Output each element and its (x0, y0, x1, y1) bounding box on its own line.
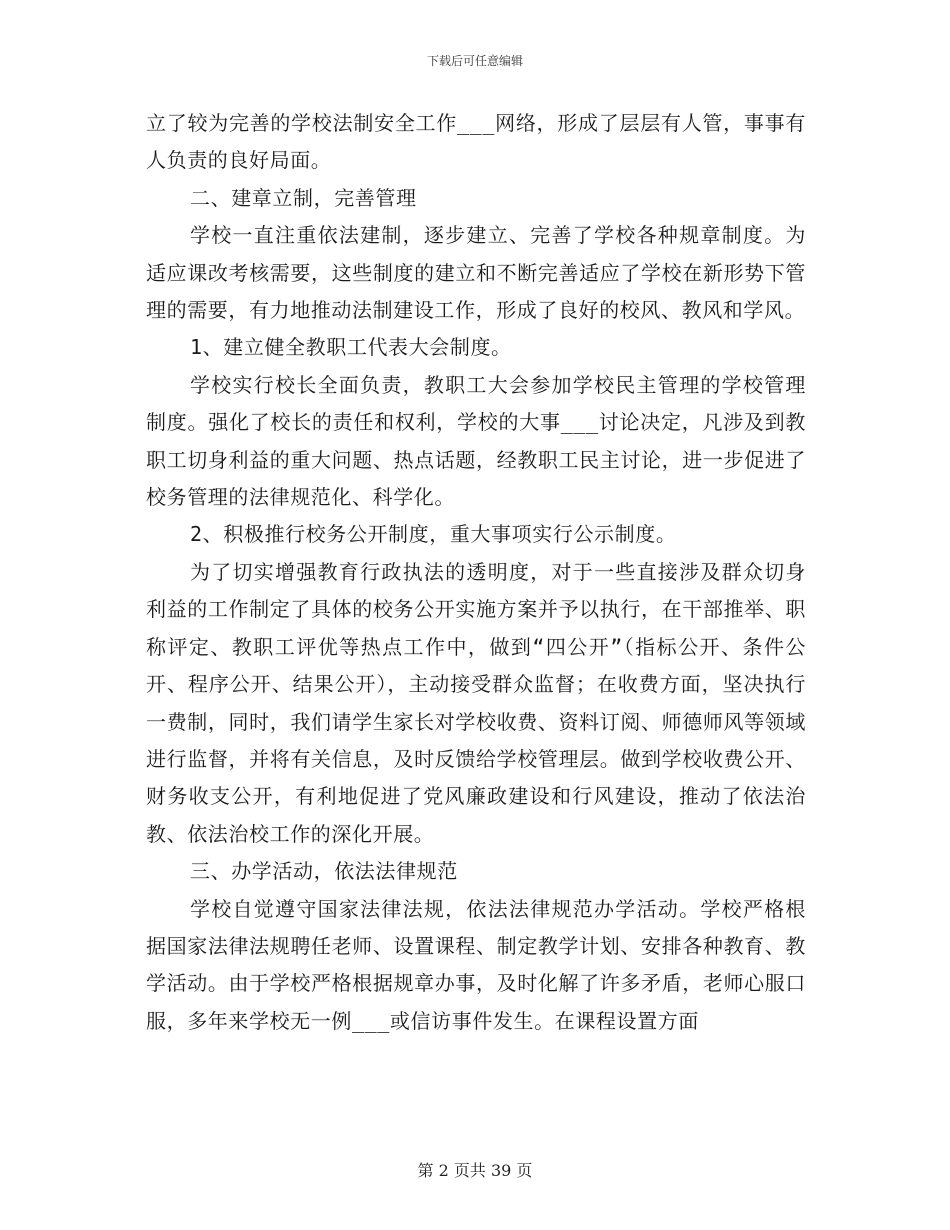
page-header-note: 下载后可任意编辑 (426, 54, 523, 68)
section-heading: 二、建章立制，完善管理 (190, 185, 417, 210)
paragraph: 学校实行校长全面负责，教职工大会参加学校民主管理的学校管理制度。强化了校长的责任和权利，学校的大事___讨论决定，凡涉及到教职工切身利益的重大问题、热点话题，经教职工民主讨论，进一步促进了校务管理的法律规范化、科学化。 (146, 372, 806, 510)
paragraph: 学校一直注重依法建制，逐步建立、完善了学校各种规章制度。为适应课改考核需要，这些制度的建立和不断完善适应了学校在新形势下管理的需要，有力地推动法制建设工作，形成了良好的校风、教风和学风。 (146, 223, 806, 323)
paragraph: 学校自觉遵守国家法律法规，依法法律规范办学活动。学校严格根据国家法律法规聘任老师、设置课程、制定教学计划、安排各种教育、教学活动。由于学校严格根据规章办事，及时化解了许多矛盾，老师心服口服，多年来学校无一例___或信访事件发生。在课程设置方面 (146, 896, 806, 1033)
section-heading: 三、办学活动，依法法律规范 (190, 859, 458, 884)
paragraph: 为了切实增强教育行政执法的透明度，对于一些直接涉及群众切身利益的工作制定了具体的校务公开实施方案并予以执行，在干部推举、职称评定、教职工评优等热点工作中，做到“四公开”（指标公开、条件公开、程序公开、结果公开），主动接受群众监督；在收费方面，坚决执行一费制，同时，我们请学生家长对学校收费、资料订阅、师德师风等领域进行监督，并将有关信息，及时反馈给学校管理层。做到学校收费公开、财务收支公开，有利地促进了党风廉政建设和行风建设，推动了依法治教、依法治校工作的深化开展。 (146, 559, 806, 846)
subsection-heading: 2、积极推行校务公开制度，重大事项实行公示制度。 (190, 522, 677, 547)
page-number: 第 2 页共 39 页 (417, 1161, 533, 1180)
document-body (146, 105, 806, 1040)
paragraph: 立了较为完善的学校法制安全工作___网络，形成了层层有人管，事事有人负责的良好局面。 (146, 111, 806, 173)
subsection-heading: 1、建立健全教职工代表大会制度。 (190, 335, 512, 360)
